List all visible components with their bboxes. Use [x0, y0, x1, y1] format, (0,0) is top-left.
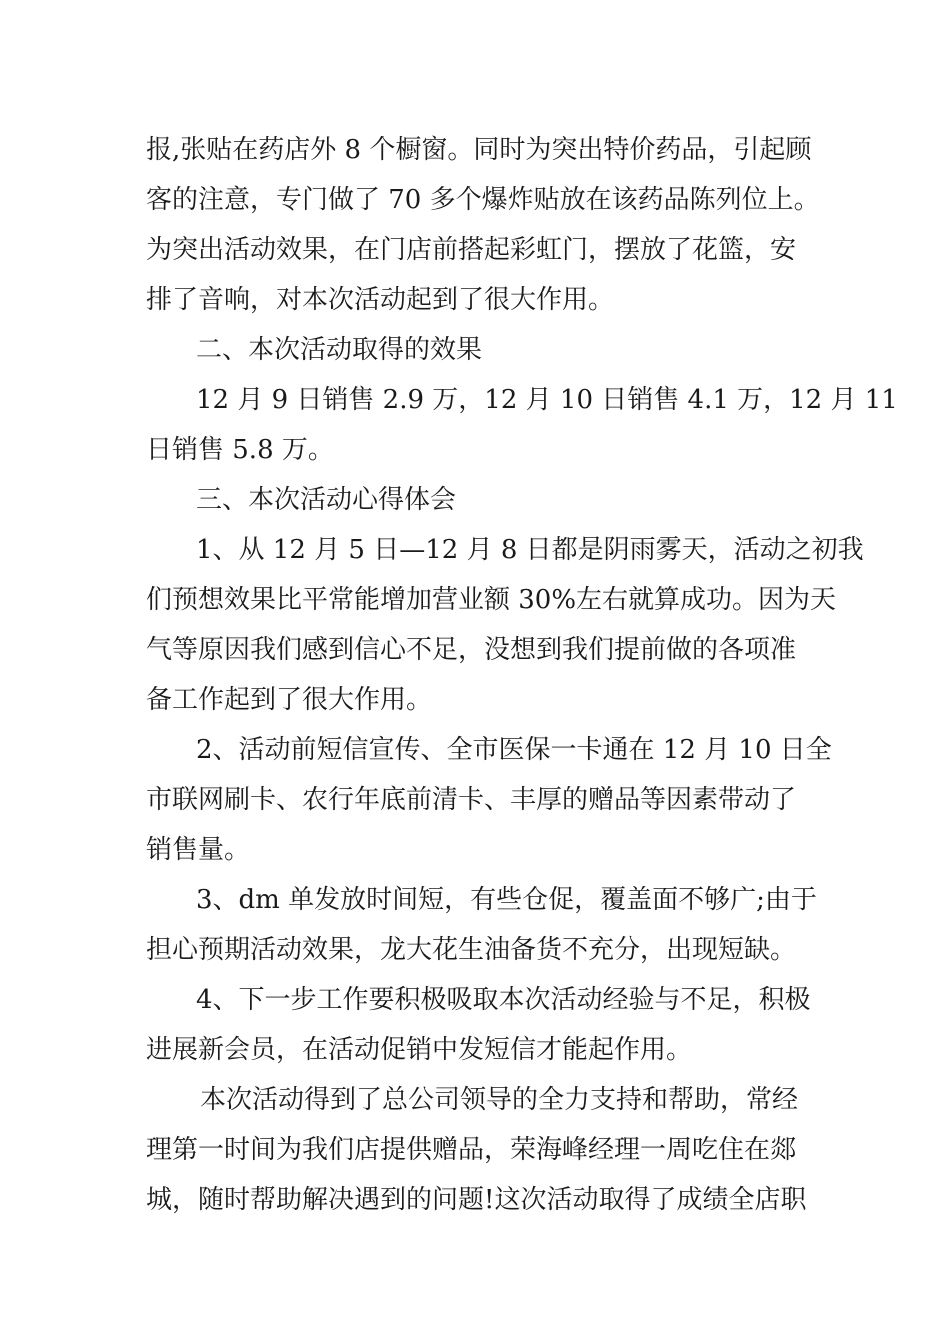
text-line: 2、活动前短信宣传、全市医保一卡通在 12 月 10 日全	[196, 735, 832, 765]
text-line: 日销售 5.8 万。	[146, 435, 334, 465]
text-line: 理第一时间为我们店提供赠品，荣海峰经理一周吃住在郯	[146, 1135, 797, 1165]
text-line: 担心预期活动效果，龙大花生油备货不充分，出现短缺。	[146, 935, 797, 965]
text-line: 销售量。	[146, 835, 251, 865]
text-line: 1、从 12 月 5 日—12 月 8 日都是阴雨雾天，活动之初我	[196, 535, 864, 565]
text-line: 本次活动得到了总公司领导的全力支持和帮助，常经	[200, 1085, 799, 1115]
text-line: 排了音响，对本次活动起到了很大作用。	[146, 285, 615, 315]
text-line: 12 月 9 日销售 2.9 万，12 月 10 日销售 4.1 万，12 月 11	[196, 385, 898, 415]
text-line: 备工作起到了很大作用。	[146, 685, 433, 715]
section-heading: 三、本次活动心得体会	[196, 485, 457, 515]
text-line: 为突出活动效果，在门店前搭起彩虹门，摆放了花篮，安	[146, 235, 797, 265]
text-line: 客的注意，专门做了 70 多个爆炸贴放在该药品陈列位上。	[146, 185, 820, 215]
text-line: 4、下一步工作要积极吸取本次活动经验与不足，积极	[196, 985, 811, 1015]
section-heading: 二、本次活动取得的效果	[196, 335, 483, 365]
text-line: 城，随时帮助解决遇到的问题!这次活动取得了成绩全店职	[146, 1185, 807, 1215]
text-line: 报,张贴在药店外 8 个橱窗。同时为突出特价药品，引起顾	[146, 135, 812, 165]
text-line: 进展新会员，在活动促销中发短信才能起作用。	[146, 1035, 693, 1065]
text-line: 市联网刷卡、农行年底前清卡、丰厚的赠品等因素带动了	[146, 785, 797, 815]
text-line: 气等原因我们感到信心不足，没想到我们提前做的各项准	[146, 635, 797, 665]
text-line: 们预想效果比平常能增加营业额 30%左右就算成功。因为天	[146, 585, 837, 615]
text-line: 3、dm 单发放时间短，有些仓促，覆盖面不够广;由于	[196, 885, 817, 915]
